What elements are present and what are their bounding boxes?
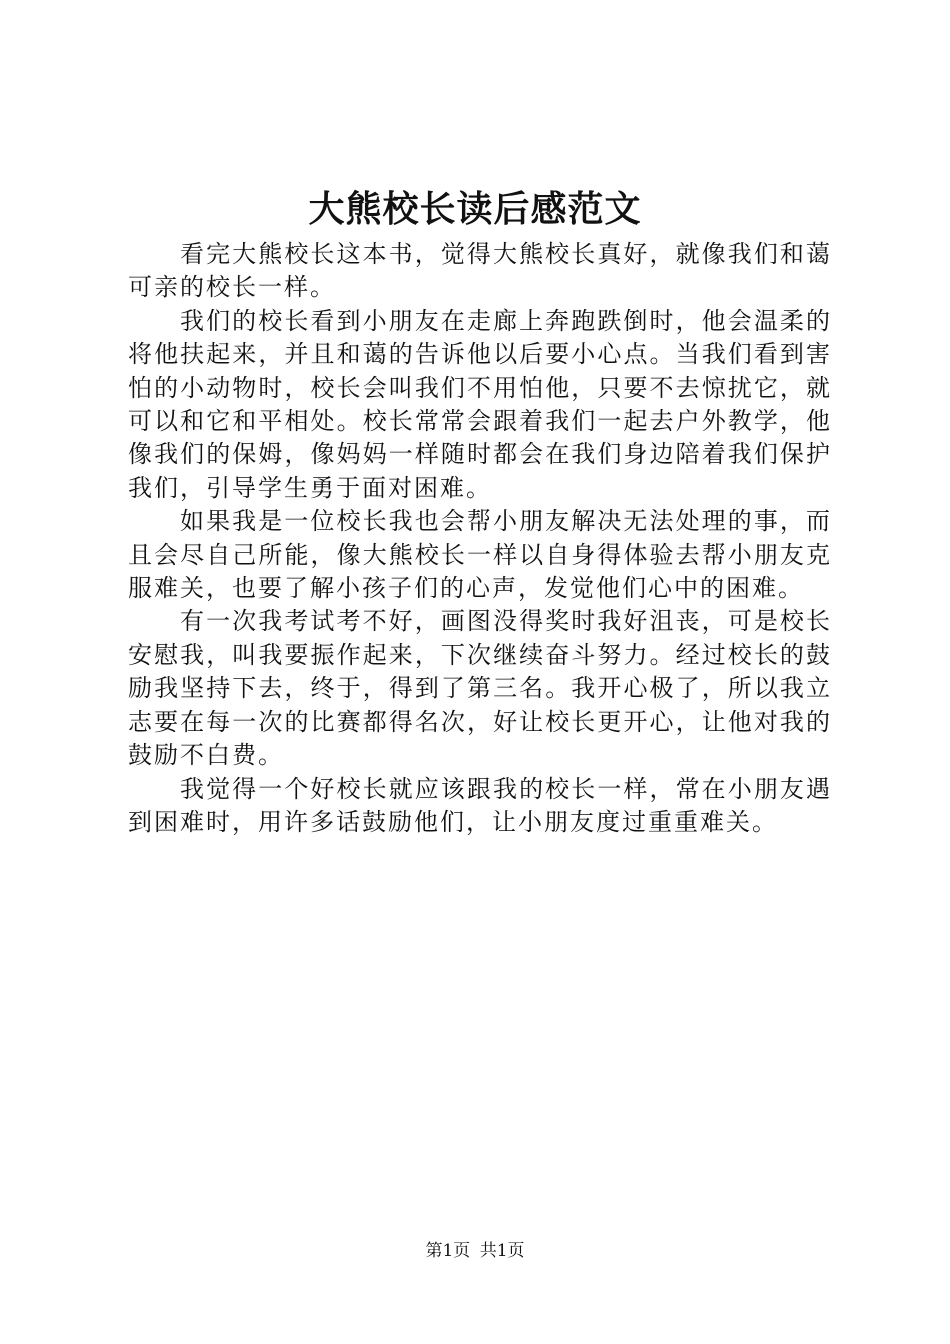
- paragraph-1: 看完大熊校长这本书，觉得大熊校长真好，就像我们和蔼可亲的校长一样。: [128, 240, 832, 302]
- paragraph-5: 我觉得一个好校长就应该跟我的校长一样，常在小朋友遇到困难时，用许多话鼓励他们，让小朋友度过重重难关。: [128, 774, 832, 836]
- paragraph-4: 有一次我考试考不好，画图没得奖时我好沮丧，可是校长安慰我，叫我要振作起来，下次继续奋斗努力。经过校长的鼓励我坚持下去，终于，得到了第三名。我开心极了，所以我立志要在每一次的比赛都得名次，好让校长更开心，让他对我的鼓励不白费。: [128, 607, 832, 770]
- document-title: 大熊校长读后感范文: [308, 188, 642, 230]
- paragraph-2: 我们的校长看到小朋友在走廊上奔跑跌倒时，他会温柔的将他扶起来，并且和蔼的告诉他以后要小心点。当我们看到害怕的小动物时，校长会叫我们不用怕他，只要不去惊扰它，就可以和它和平相处。校长常常会跟着我们一起去户外教学，他像我们的保姆，像妈妈一样随时都会在我们身边陪着我们保护我们，引导学生勇于面对困难。: [128, 306, 832, 502]
- page-footer: 第1页 共1页: [425, 1241, 525, 1261]
- paragraph-3: 如果我是一位校长我也会帮小朋友解决无法处理的事，而且会尽自己所能，像大熊校长一样以自身得体验去帮小朋友克服难关，也要了解小孩子们的心声，发觉他们心中的困难。: [128, 507, 832, 603]
- document-body: [128, 238, 832, 839]
